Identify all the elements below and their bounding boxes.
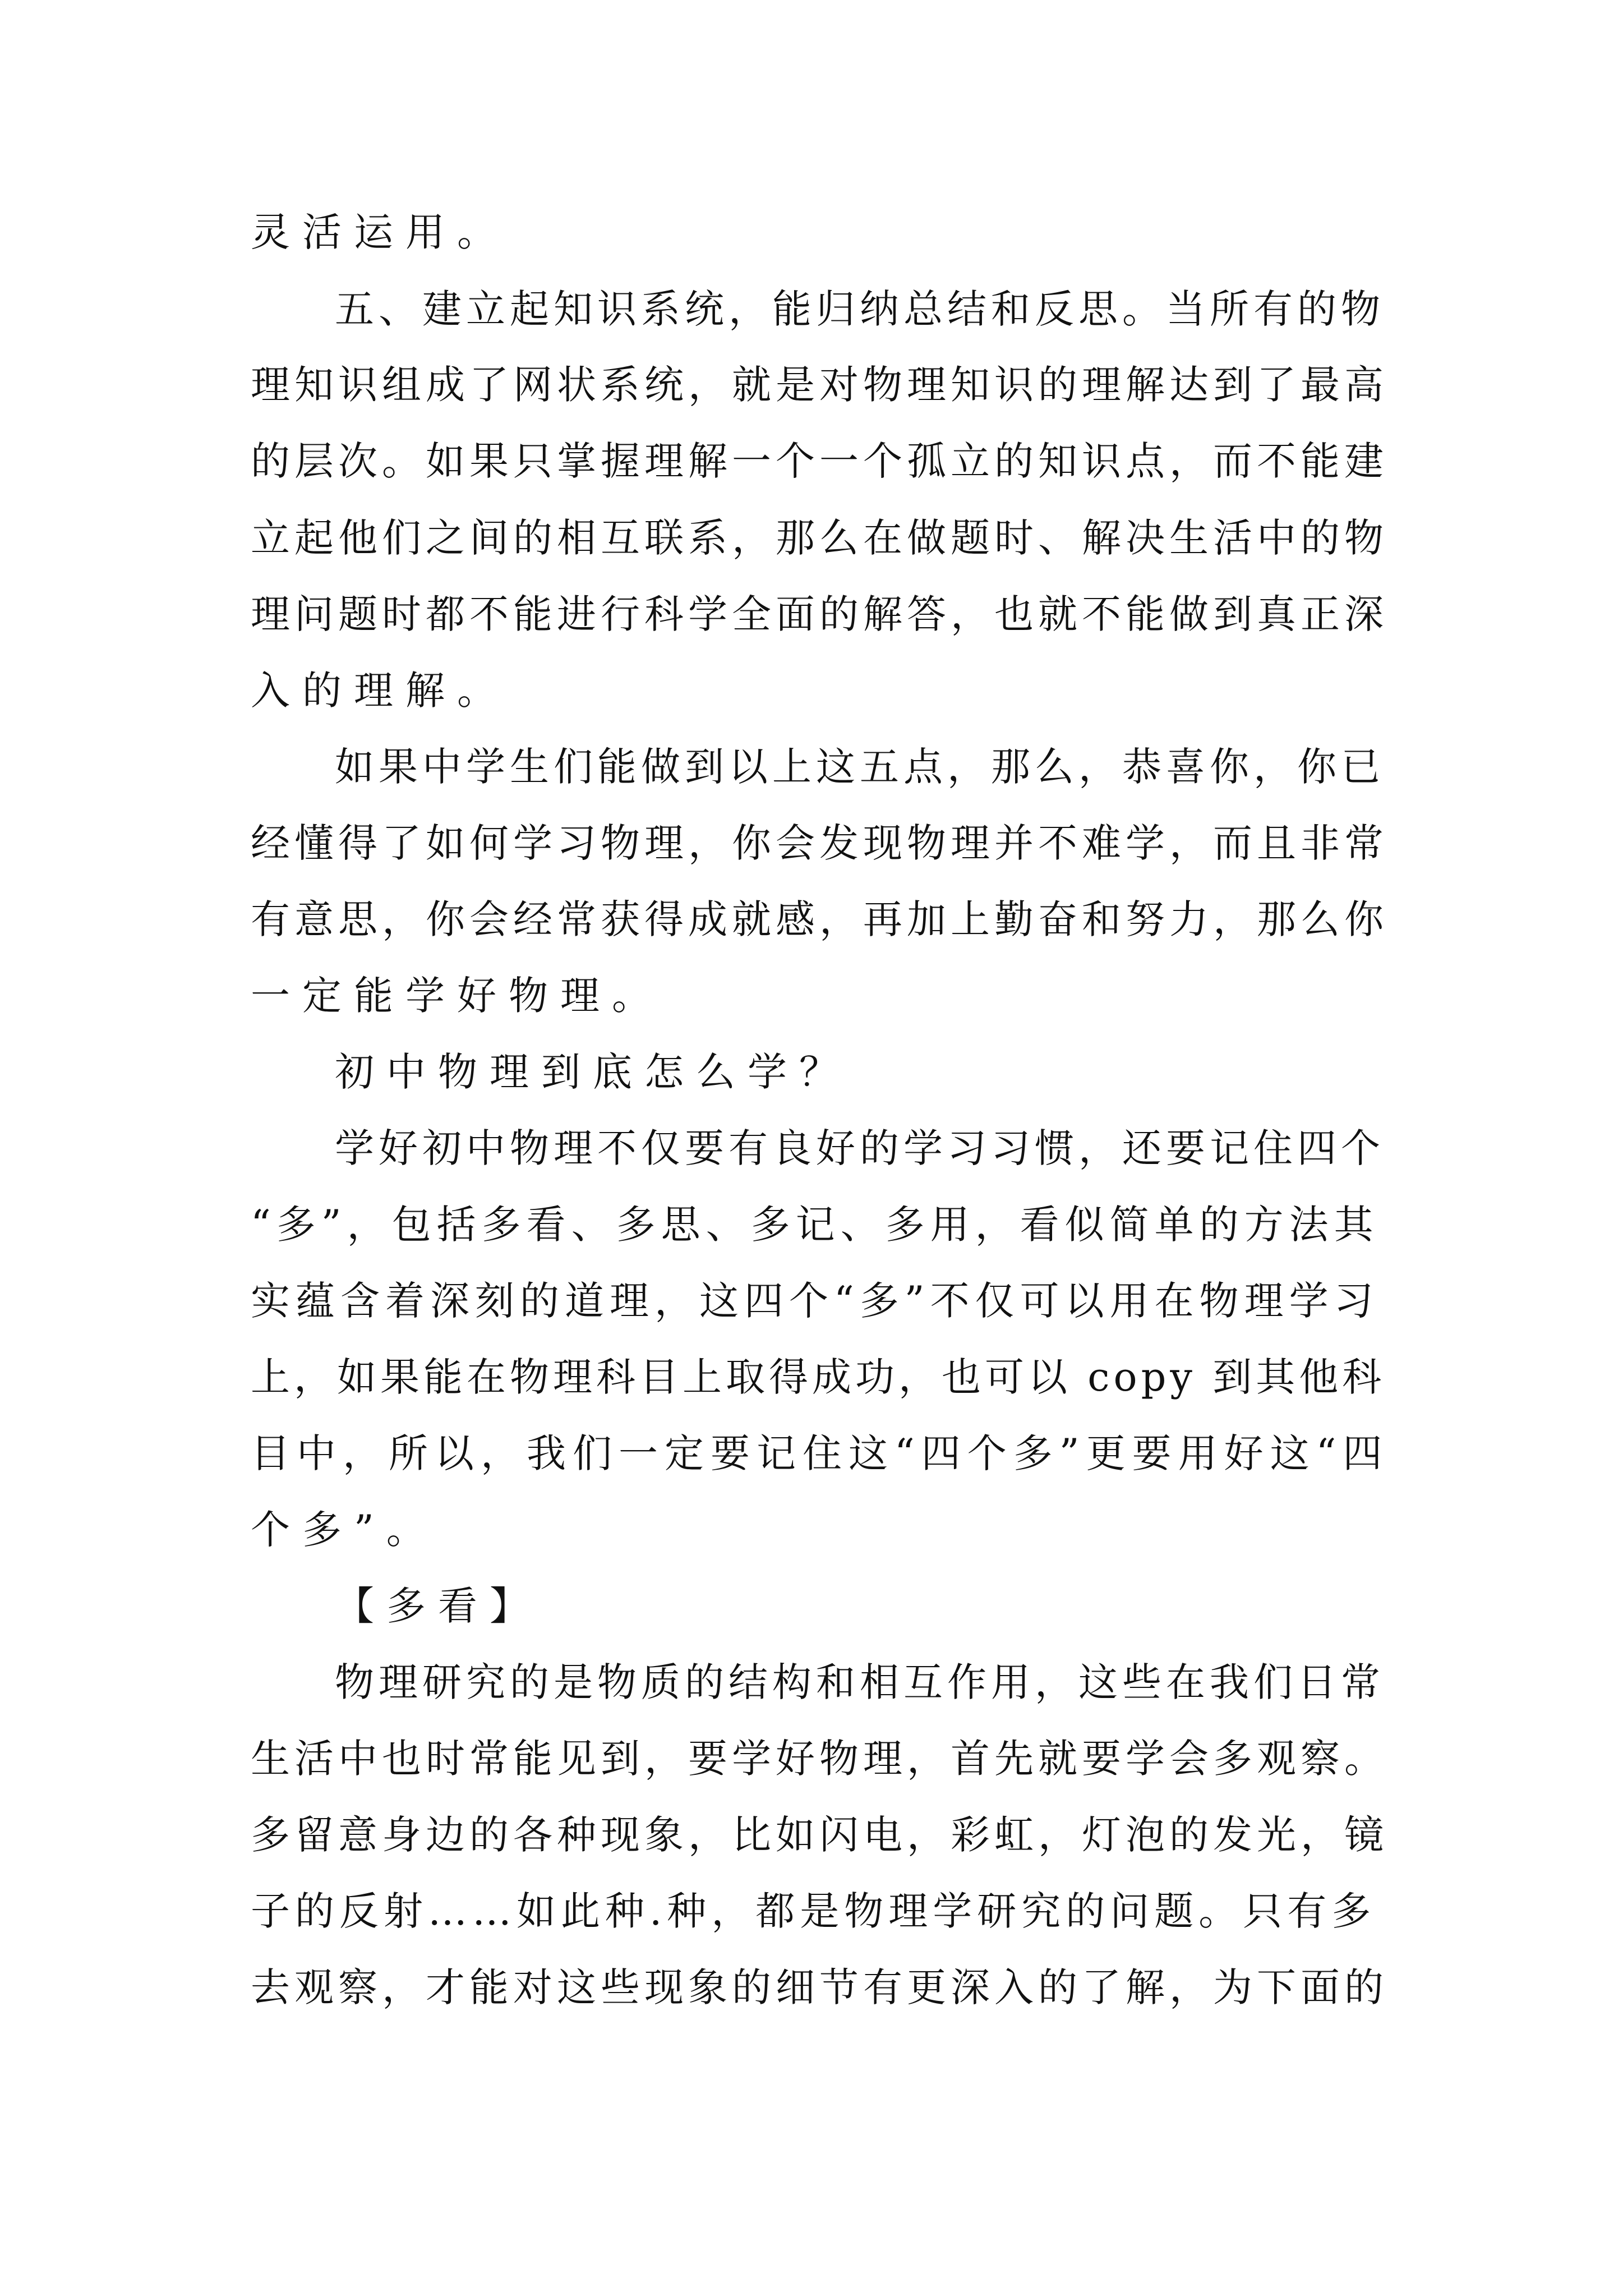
text-line: 入的理解。 [251, 668, 509, 714]
text-line: 经懂得了如何学习物理，你会发现物理并不难学，而且非常 [251, 820, 1388, 866]
text-line: 理知识组成了网状系统，就是对物理知识的理解达到了最高 [251, 362, 1388, 408]
text-line: “多”，包括多看、多思、多记、多用，看似简单的方法其 [251, 1202, 1379, 1248]
paragraph-first-line: 物理研究的是物质的结构和相互作用，这些在我们日常 [335, 1659, 1385, 1705]
paragraph-first-line: 学好初中物理不仅要有良好的学习习惯，还要记住四个 [335, 1125, 1385, 1171]
text-line: 子的反射……如此种.种，都是物理学研究的问题。只有多 [251, 1888, 1376, 1934]
paragraph-first-line: 如果中学生们能做到以上这五点，那么，恭喜你，你已 [335, 744, 1385, 790]
text-line: 的层次。如果只掌握理解一个一个孤立的知识点，而不能建 [251, 438, 1388, 484]
text-line: 上，如果能在物理科目上取得成功，也可以 copy 到其他科 [251, 1354, 1386, 1400]
section-heading: 【多看】 [335, 1583, 541, 1629]
text-line: 生活中也时常能见到，要学好物理，首先就要学会多观察。 [251, 1736, 1388, 1782]
text-line: 目中，所以，我们一定要记住这“四个多”更要用好这“四 [251, 1430, 1389, 1476]
section-question: 初中物理到底怎么学？ [335, 1049, 851, 1095]
text-line: 去观察，才能对这些现象的细节有更深入的了解，为下面的 [251, 1964, 1388, 2010]
paragraph-first-line: 五、建立起知识系统，能归纳总结和反思。当所有的物 [335, 286, 1385, 332]
text-line: 个多”。 [251, 1507, 438, 1553]
text-line: 多留意身边的各种现象，比如闪电，彩虹，灯泡的发光，镜 [251, 1812, 1388, 1858]
text-line: 立起他们之间的相互联系，那么在做题时、解决生活中的物 [251, 515, 1388, 561]
text-line: 灵活运用。 [251, 209, 509, 255]
text-line: 有意思，你会经常获得成就感，再加上勤奋和努力，那么你 [251, 896, 1388, 942]
text-line: 实蕴含着深刻的道理，这四个“多”不仅可以用在物理学习 [251, 1278, 1379, 1324]
text-line: 理问题时都不能进行科学全面的解答，也就不能做到真正深 [251, 591, 1388, 637]
text-line: 一定能学好物理。 [251, 973, 663, 1019]
